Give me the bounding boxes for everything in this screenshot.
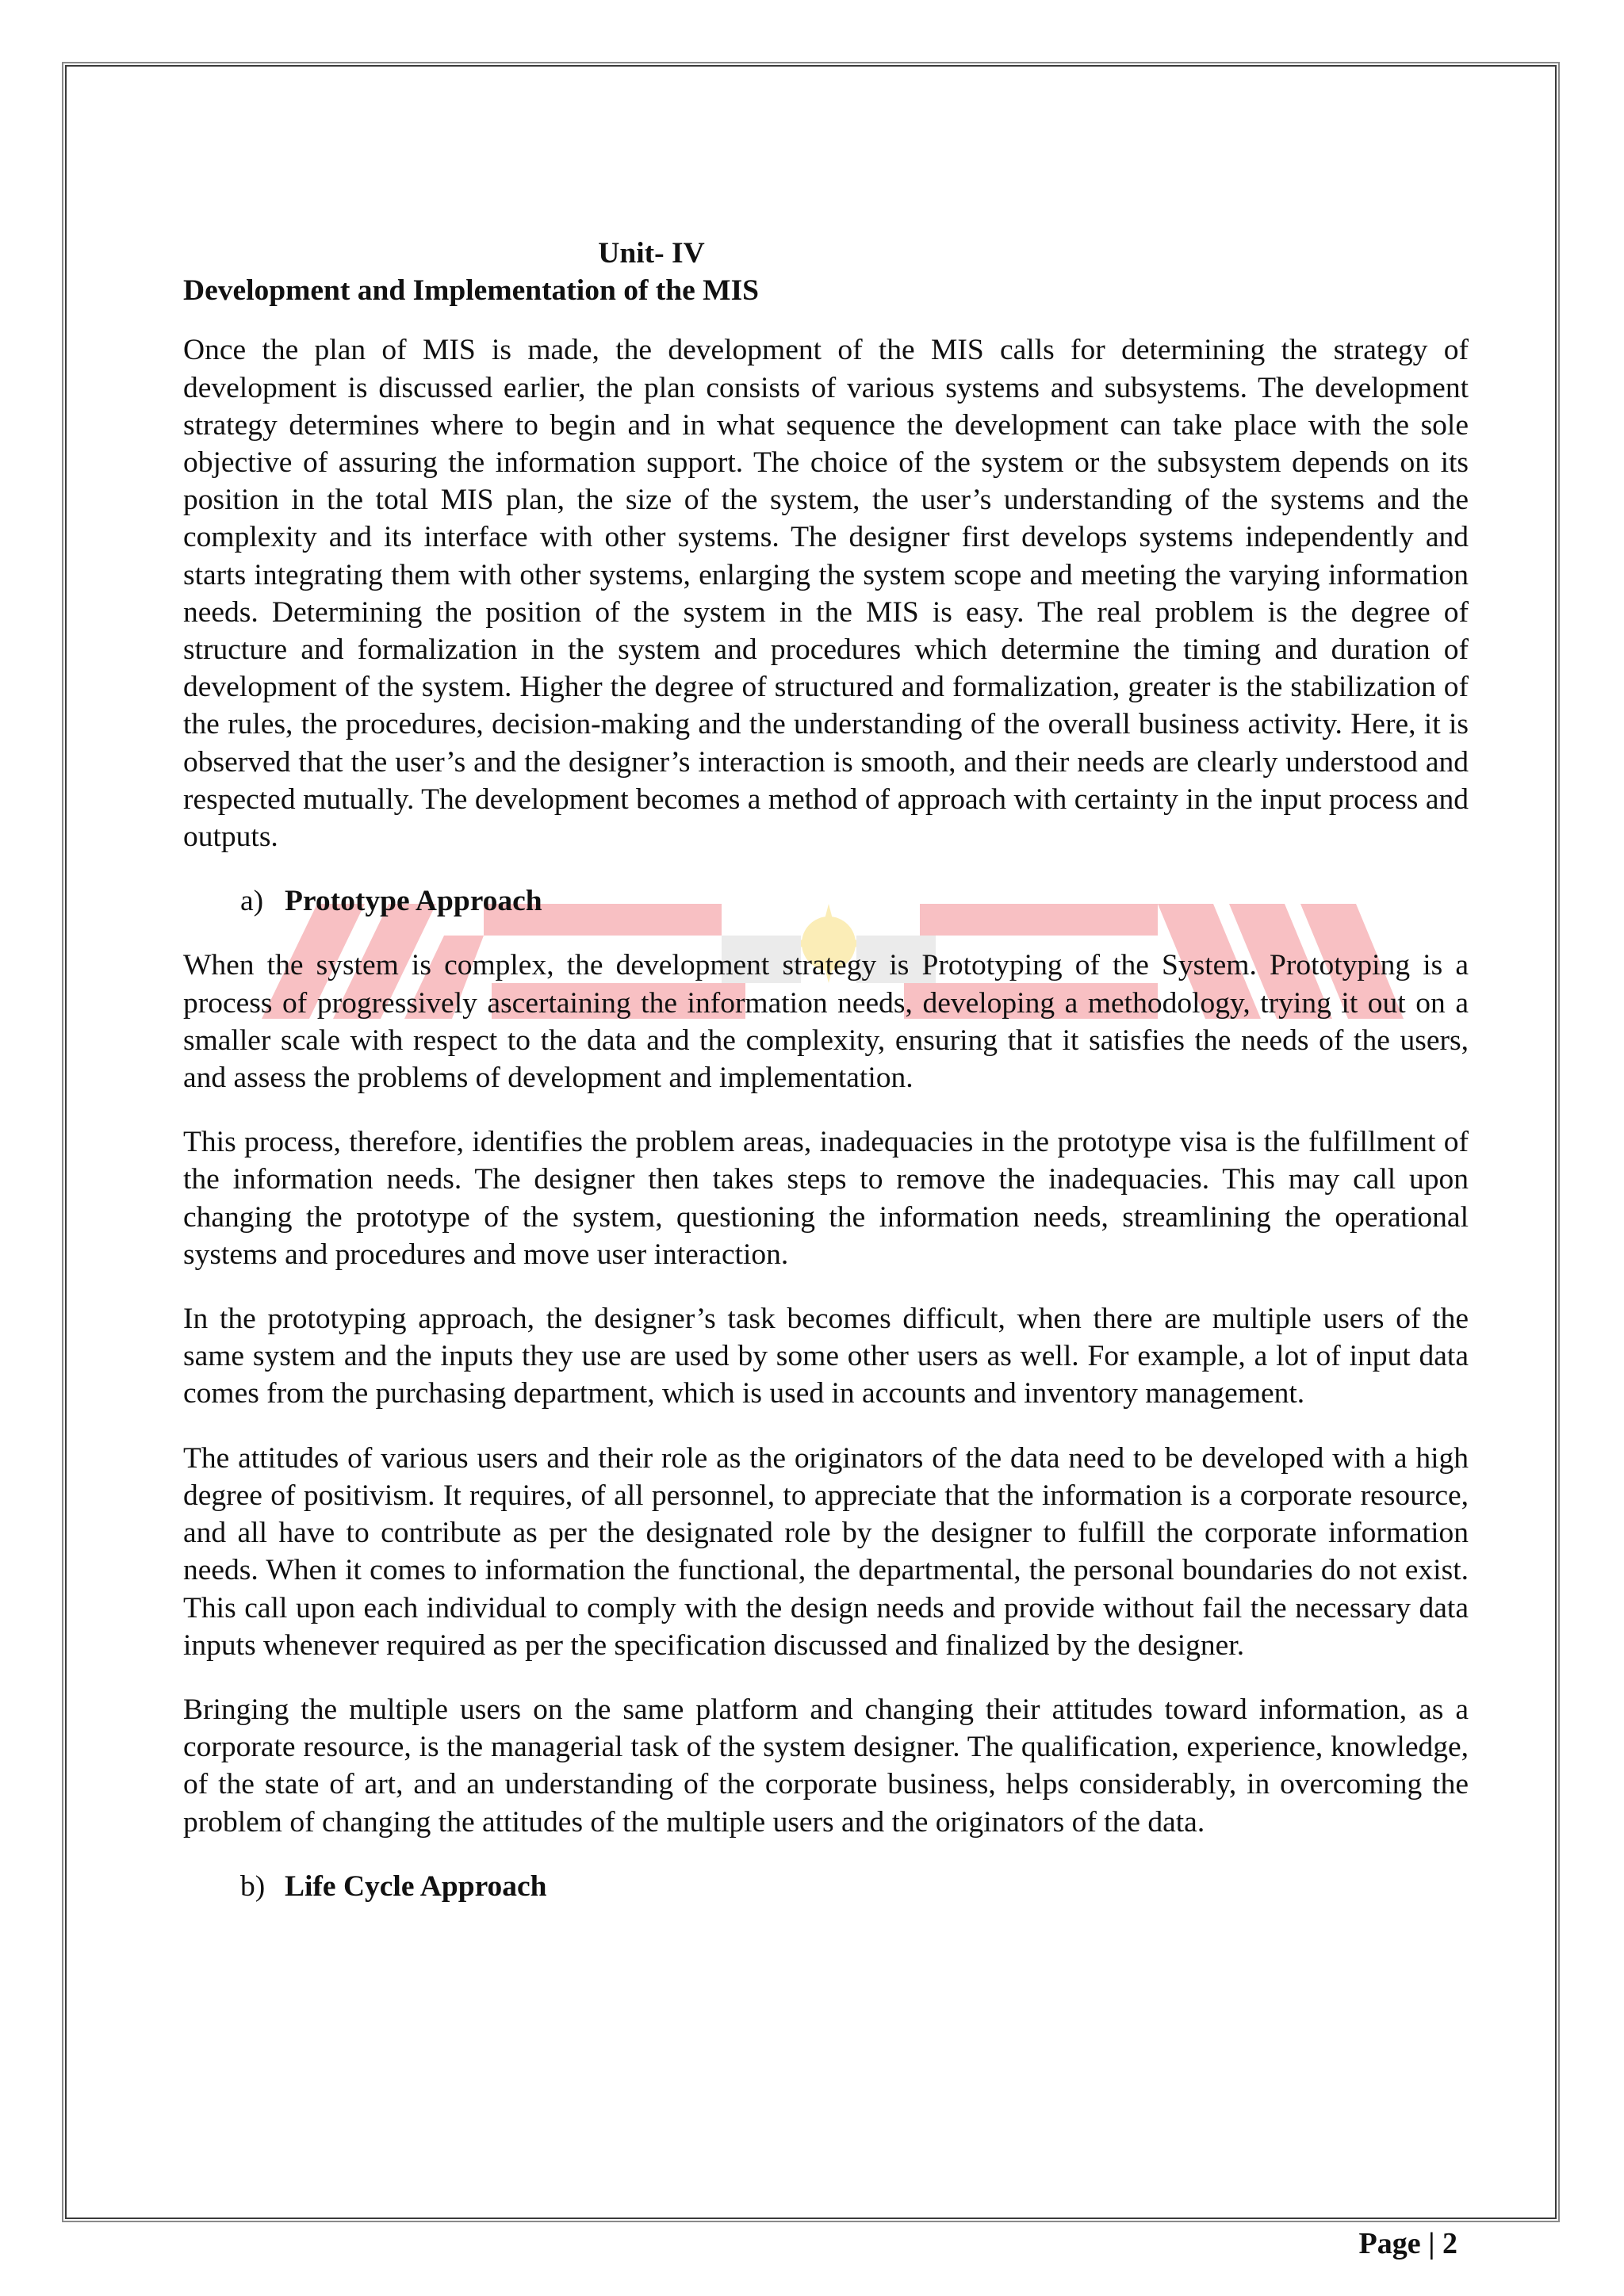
chapter-title: Development and Implementation of the MIS: [183, 274, 760, 308]
paragraph: This process, therefore, identifies the problem areas, inadequacies in the prototype visa is the fulfillment of the information needs. The designer then takes steps to remove the inadequacies. This may call upon changing the prototype of the system, questioning the information needs, streamlining the operational systems and procedures and move user interaction.: [183, 1126, 1469, 1271]
paragraph: The attitudes of various users and their role as the originators of the data need to be developed with a high degree of positivism. It requires, of all personnel, to appreciate that the information is a corporate resource, and all have to contribute as per the designated role by the designer to fulfill the corporate information needs. When it comes to information the functional, the departmental, the personal boundaries do not exist. This call upon each individual to comply with the design needs and provide without fail the necessary data inputs whenever required as per the specification discussed and finalized by the designer.: [183, 1441, 1469, 1662]
unit-heading: Unit- IV: [598, 237, 705, 270]
section-title: Prototype Approach: [285, 885, 542, 918]
paragraph: When the system is complex, the development strategy is Prototyping of the System. Prototyping is a process of progressively ascertaining the information needs, developing a methodology, trying it out on a smaller scale with respect to the data and the complexity, ensuring that it satisfies the needs of the users, and assess the problems of development and implementation.: [183, 949, 1469, 1095]
intro-paragraph: Once the plan of MIS is made, the development of the MIS calls for determining the strategy of development is discussed earlier, the plan consists of various systems and subsystems. The development strategy determines where to begin and in what sequence the development can take place with the sole objective of assuring the information support. The choice of the system or the subsystem depends on its position in the total MIS plan, the size of the system, the user’s understanding of the systems and the complexity and its interface with other systems. The designer first develops systems independently and starts integrating them with other systems, enlarging the system scope and meeting the varying information needs. Determining the position of the system in the MIS is easy. The real problem is the degree of structure and formalization in the system and procedures which determine the timing and duration of development of the system. Higher the degree of structured and formalization, greater is the stabilization of the rules, the procedures, decision-making and the understanding of the overall business activity. Here, it is observed that the user’s and the designer’s interaction is smooth, and their needs are clearly understood and respected mutually. The development becomes a method of approach with certainty in the input process and outputs.: [183, 334, 1469, 854]
paragraph: Bringing the multiple users on the same platform and changing their attitudes toward information, as a corporate resource, is the managerial task of the system designer. The qualification, experience, knowledge, of the state of art, and an understanding of the corporate business, helps considerably, in overcoming the problem of changing the attitudes of the multiple users and the originators of the data.: [183, 1693, 1469, 1839]
document-body: [183, 235, 1469, 1932]
section-marker: a): [240, 885, 264, 918]
section-marker: b): [240, 1869, 266, 1903]
section-heading-life-cycle: [183, 1868, 1469, 1905]
page-number: Page | 2: [1358, 2227, 1457, 2260]
paragraph: In the prototyping approach, the designer’s task becomes difficult, when there are multiple users of the same system and the inputs they use are used by some other users as well. For example, a lot of input data comes from the purchasing department, which is used in accounts and inventory management.: [183, 1303, 1469, 1410]
section-title: Life Cycle Approach: [285, 1869, 547, 1903]
section-heading-prototype: [183, 882, 1469, 920]
